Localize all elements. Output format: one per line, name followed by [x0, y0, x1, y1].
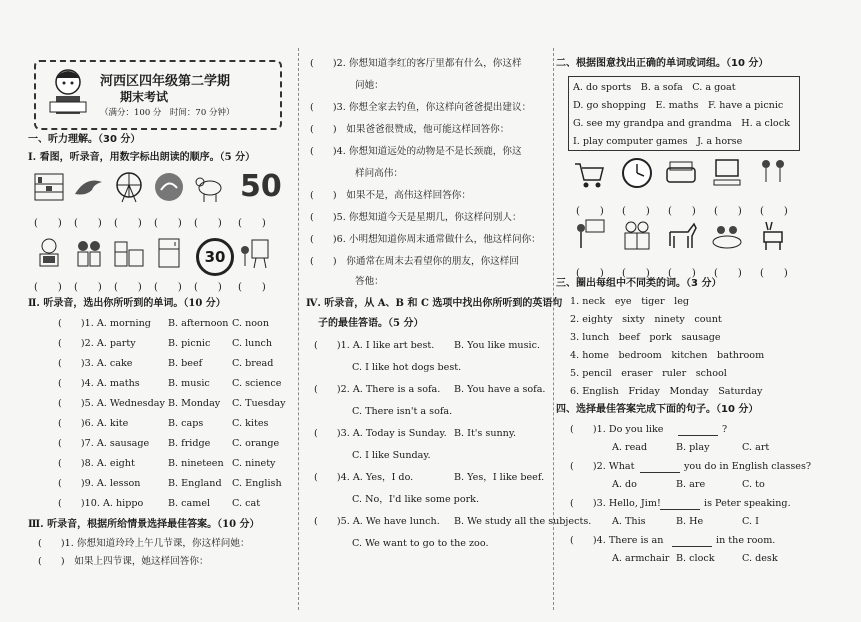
q-line: ( )3. 你想全家去钓鱼，你这样向爸爸提出建议：: [310, 102, 532, 113]
computer-picture-icon: [710, 156, 744, 190]
answer-paren[interactable]: ( ): [714, 206, 742, 217]
section4-heading-2: 子的最佳答语。（5 分）: [318, 318, 424, 329]
odd-word-row: 2. eighty sixty ninety count: [570, 314, 722, 325]
teacher-picture-icon: [572, 218, 606, 252]
choice-row-c: C. orange: [232, 438, 280, 449]
painter-picture-icon: [238, 236, 272, 270]
choice-row-a: ( )1. A. morning: [58, 318, 151, 329]
choice-row-c: C. bread: [232, 358, 274, 369]
answer-paren[interactable]: ( ): [114, 218, 142, 229]
choice-row-b: B. camel: [168, 498, 211, 509]
answer-paren[interactable]: ( ): [194, 282, 222, 293]
answer-option-c: C. I like Sunday.: [352, 450, 431, 461]
choice-row-a: ( )6. A. kite: [58, 418, 129, 429]
donkey-picture-icon: [756, 218, 790, 252]
shopping-cart-picture-icon: [572, 156, 606, 190]
answer-blank[interactable]: [678, 435, 718, 436]
section3-line: ( ) 如果上四节课，她这样回答你：: [38, 556, 209, 567]
answer-paren[interactable]: ( ): [238, 218, 266, 229]
answer-paren[interactable]: ( ): [74, 218, 102, 229]
q-line: ( )5. 你想知道今天是星期几，你这样问别人：: [310, 212, 522, 223]
answer-option-a: ( )3. A. Today is Sunday.: [314, 428, 447, 439]
sentence-option: A. This: [612, 516, 646, 527]
section1-heading: Ⅰ. 看图，听录音，用数字标出朗读的顺序。（5 分）: [28, 152, 256, 163]
odd-word-row: 3. lunch beef pork sausage: [570, 332, 721, 343]
choice-row-c: C. science: [232, 378, 282, 389]
choice-row-a: ( )4. A. maths: [58, 378, 140, 389]
clock-picture-icon: [620, 156, 654, 190]
boy-with-book-picture-icon: [32, 236, 66, 270]
section4-heading: Ⅳ. 听录音，从 A、B 和 C 选项中找出你所听到的英语句: [306, 298, 563, 309]
choice-row-b: B. music: [168, 378, 210, 389]
answer-paren[interactable]: ( ): [74, 282, 102, 293]
answer-paren[interactable]: ( ): [154, 218, 182, 229]
odd-word-row: 4. home bedroom kitchen bathroom: [570, 350, 765, 361]
choice-row-b: B. caps: [168, 418, 204, 429]
q-line: 问她：: [355, 80, 384, 91]
answer-blank[interactable]: [660, 509, 700, 510]
choice-row-c: C. cat: [232, 498, 261, 509]
answer-paren[interactable]: ( ): [576, 268, 604, 279]
answer-paren[interactable]: ( ): [668, 206, 696, 217]
kitchen-picture-icon: [112, 236, 146, 270]
sentence-question: ( )1. Do you like: [570, 424, 664, 435]
sofa-picture-icon: [664, 156, 698, 190]
dragon-picture-icon: [152, 170, 186, 204]
answer-option-c: C. No，I'd like some pork.: [352, 494, 480, 505]
answer-paren[interactable]: ( ): [34, 218, 62, 229]
q-line: ( )4. 你想知道远处的动物是不是长颈鹿，你这: [310, 146, 522, 157]
answer-option-a: ( )5. A. We have lunch.: [314, 516, 440, 527]
children-picture-icon: [72, 236, 106, 270]
sentence-option: C. I: [742, 516, 759, 527]
exam-subtitle: 期末考试: [120, 90, 169, 104]
sentence-question-end: ?: [722, 424, 728, 435]
choice-row-c: C. English: [232, 478, 282, 489]
choice-row-a: ( )2. A. party: [58, 338, 136, 349]
choice-row-a: ( )8. A. eight: [58, 458, 135, 469]
choice-row-b: B. picnic: [168, 338, 211, 349]
word-box-line: D. go shopping E. maths F. have a picnic: [573, 100, 784, 111]
sentence-option: A. read: [612, 442, 648, 453]
choice-row-c: C. lunch: [232, 338, 273, 349]
choice-row-a: ( )3. A. cake: [58, 358, 133, 369]
answer-paren[interactable]: ( ): [622, 268, 650, 279]
word-box-line: G. see my grandpa and grandma H. a clock: [573, 118, 790, 129]
section3-line: ( )1. 你想知道玲玲上午几节课，你这样问她：: [38, 538, 250, 549]
q-line: ( ) 你通常在周末去看望你的朋友，你这样回: [310, 256, 519, 267]
choice-row-a: ( )9. A. lesson: [58, 478, 141, 489]
dolphin-picture-icon: [72, 170, 106, 204]
q-line: ( )2. 你想知道李红的客厅里都有什么，你这样: [310, 58, 522, 69]
odd-word-row: 1. neck eye tiger leg: [570, 296, 690, 307]
choice-row-c: C. Tuesday: [232, 398, 286, 409]
answer-paren[interactable]: ( ): [760, 268, 788, 279]
answer-paren[interactable]: ( ): [114, 282, 142, 293]
odd-word-row: 6. English Friday Monday Saturday: [570, 386, 763, 397]
answer-paren[interactable]: ( ): [668, 268, 696, 279]
sentence-option: B. He: [676, 516, 704, 527]
exam-title: 河西区四年级第二学期: [100, 74, 231, 89]
part3-heading: 三、圈出每组中不同类的词。（3 分）: [556, 278, 722, 289]
number-50-picture: 50: [240, 169, 282, 204]
answer-option-c: C. There isn't a sofa.: [352, 406, 453, 417]
number-30-picture: 30: [196, 238, 234, 276]
word-box: [568, 76, 800, 151]
word-box-line: I. play computer games J. a horse: [573, 136, 743, 147]
answer-paren[interactable]: ( ): [238, 282, 266, 293]
q-line: 答他：: [355, 276, 384, 287]
column-divider: [298, 48, 299, 610]
answer-option-b: B. It's sunny.: [454, 428, 517, 439]
answer-option-b: B. You like music.: [454, 340, 541, 351]
sentence-option: B. clock: [676, 553, 715, 564]
kids-playing-picture-icon: [756, 156, 790, 190]
choice-row-c: C. ninety: [232, 458, 276, 469]
answer-option-b: B. You have a sofa.: [454, 384, 546, 395]
sentence-question: ( )3. Hello, Jim!: [570, 498, 661, 509]
sentence-question-end: in the room.: [716, 535, 776, 546]
part2-heading: 二、根据图意找出正确的单词或词组。（10 分）: [556, 58, 769, 69]
answer-option-b: B. Yes，I like beef.: [454, 472, 545, 483]
horse-picture-icon: [664, 218, 698, 252]
choice-row-c: C. noon: [232, 318, 270, 329]
choice-row-a: ( )5. A. Wednesday: [58, 398, 165, 409]
choice-row-b: B. beef: [168, 358, 203, 369]
sentence-option: A. do: [612, 479, 637, 490]
answer-option-a: ( )2. A. There is a sofa.: [314, 384, 441, 395]
sentence-option: C. to: [742, 479, 765, 490]
odd-word-row: 5. pencil eraser ruler school: [570, 368, 727, 379]
exam-note: （满分：100 分 时间：70 分钟）: [100, 108, 235, 118]
part1-heading: 一、听力理解。（30 分）: [28, 134, 141, 145]
choice-row-b: B. Monday: [168, 398, 221, 409]
choice-row-a: ( )7. A. sausage: [58, 438, 150, 449]
sentence-question: ( )4. There is an: [570, 535, 664, 546]
answer-option-a: ( )1. A. I like art best.: [314, 340, 435, 351]
sentence-question: ( )2. What: [570, 461, 635, 472]
answer-option-c: C. We want to go to the zoo.: [352, 538, 489, 549]
section3-heading: Ⅲ. 听录音，根据所给情景选择最佳答案。（10 分）: [28, 519, 260, 530]
grandparents-picture-icon: [620, 218, 654, 252]
q-line: 样问高伟：: [355, 168, 403, 179]
sentence-question-end: you do in English classes?: [684, 461, 812, 472]
answer-paren[interactable]: ( ): [34, 282, 62, 293]
q-line: ( )6. 小明想知道你周末通常做什么，他这样问你：: [310, 234, 541, 245]
choice-row-b: B. fridge: [168, 438, 211, 449]
answer-option-b: B. We study all the subjects.: [454, 516, 592, 527]
goat-picture-icon: [192, 170, 226, 204]
answer-blank[interactable]: [672, 546, 712, 547]
sentence-option: B. are: [676, 479, 706, 490]
q-line: ( ) 如果爸爸很赞成，他可能这样回答你：: [310, 124, 510, 135]
choice-row-b: B. England: [168, 478, 222, 489]
answer-paren[interactable]: ( ): [194, 218, 222, 229]
sentence-option: C. art: [742, 442, 770, 453]
sentence-question-end: is Peter speaking.: [704, 498, 791, 509]
fridge-picture-icon: [152, 236, 186, 270]
answer-paren[interactable]: ( ): [154, 282, 182, 293]
ferris-wheel-picture-icon: [112, 170, 146, 204]
choice-row-c: C. kites: [232, 418, 269, 429]
section2-heading: Ⅱ. 听录音，选出你所听到的单词。（10 分）: [28, 298, 226, 309]
part4-heading: 四、选择最佳答案完成下面的句子。（10 分）: [556, 404, 759, 415]
sentence-option: A. armchair: [612, 553, 670, 564]
choice-row-b: B. nineteen: [168, 458, 224, 469]
boy-reading-icon: [46, 66, 92, 122]
answer-blank[interactable]: [640, 472, 680, 473]
choice-row-b: B. afternoon: [168, 318, 229, 329]
shelf-picture-icon: [32, 170, 66, 204]
choice-row-a: ( )10. A. hippo: [58, 498, 144, 509]
answer-paren[interactable]: ( ): [576, 206, 604, 217]
sentence-option: C. desk: [742, 553, 778, 564]
answer-option-c: C. I like hot dogs best.: [352, 362, 462, 373]
picnic-picture-icon: [710, 218, 744, 252]
word-box-line: A. do sports B. a sofa C. a goat: [573, 82, 736, 93]
answer-paren[interactable]: ( ): [714, 268, 742, 279]
answer-paren[interactable]: ( ): [760, 206, 788, 217]
answer-option-a: ( )4. A. Yes，I do.: [314, 472, 414, 483]
sentence-option: B. play: [676, 442, 710, 453]
answer-paren[interactable]: ( ): [622, 206, 650, 217]
q-line: ( ) 如果不是，高伟这样回答你：: [310, 190, 471, 201]
